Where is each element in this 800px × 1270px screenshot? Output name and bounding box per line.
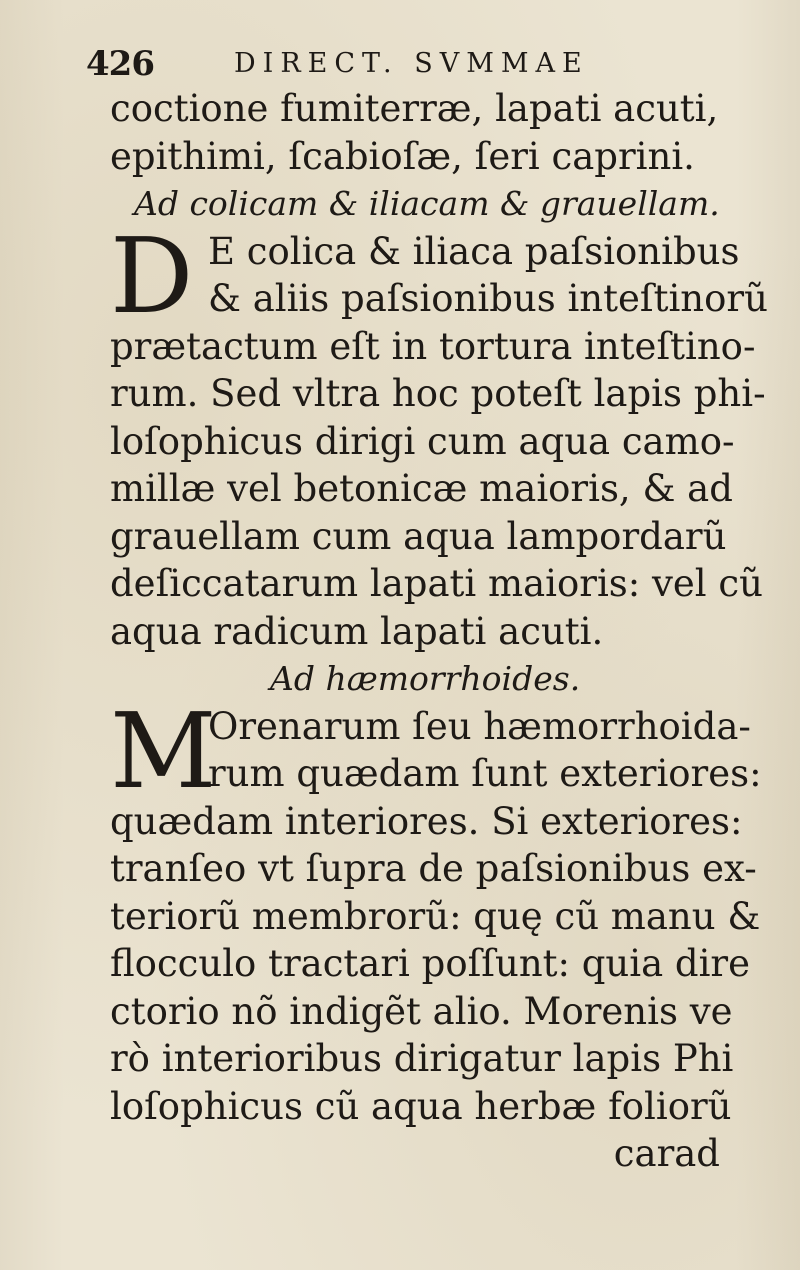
text-line: grauellam cum aqua lampordarũ (110, 514, 727, 558)
paragraph-colic (110, 214, 768, 656)
text-line: epithimi, ſcabioſæ, ſeri caprini. (110, 134, 695, 178)
text-line: & aliis paſsionibus inteſtinorũ (208, 277, 768, 320)
text-line: E colica & iliaca paſsionibus (208, 229, 740, 273)
text-line: aqua radicum lapati acuti. (110, 609, 604, 653)
paragraph-haemorrhoids (110, 689, 762, 1131)
drop-capital: M (110, 689, 217, 812)
text-line: rum. Sed vltra hoc poteſt lapis phi- (110, 372, 766, 415)
section-heading-haemorrhoids: Ad hæmorrhoides. (270, 659, 581, 698)
text-line: coctione fumiterræ, lapati acuti, (110, 87, 719, 130)
body-text (110, 85, 768, 1178)
text-line: loſophicus cũ aqua herbæ foliorũ (110, 1084, 732, 1128)
catchword: carad (613, 1132, 720, 1175)
text-line: deſiccatarum lapati maioris: vel cũ (110, 562, 763, 605)
text-line: millæ vel betonicæ maioris, & ad (110, 467, 733, 510)
text-line: rò interioribus dirigatur lapis Phi (110, 1037, 734, 1080)
text-line: rum quædam ſunt exteriores: (208, 752, 762, 795)
drop-capital: D (110, 214, 194, 337)
text-line: flocculo tractari poſſunt: quia dire (110, 942, 751, 985)
text-line: loſophicus dirigi cum aqua camo- (110, 419, 735, 463)
running-head: DIRECT. SVMMAE (234, 48, 589, 79)
text-line: prætactum eſt in tortura inteſtino- (110, 324, 756, 368)
page-number: 426 (86, 44, 154, 84)
text-line: teriorũ membrorũ: quę cũ manu & (110, 894, 761, 938)
text-line: ctorio nõ indigẽt alio. Morenis ve (110, 989, 733, 1033)
text-line: Orenarum ſeu hæmorrhoida- (208, 704, 751, 748)
section-heading-colic: Ad colicam & iliacam & grauellam. (134, 184, 720, 223)
text-line: quædam interiores. Si exteriores: (110, 799, 743, 843)
text-line: tranſeo vt ſupra de paſsionibus ex- (110, 847, 757, 890)
